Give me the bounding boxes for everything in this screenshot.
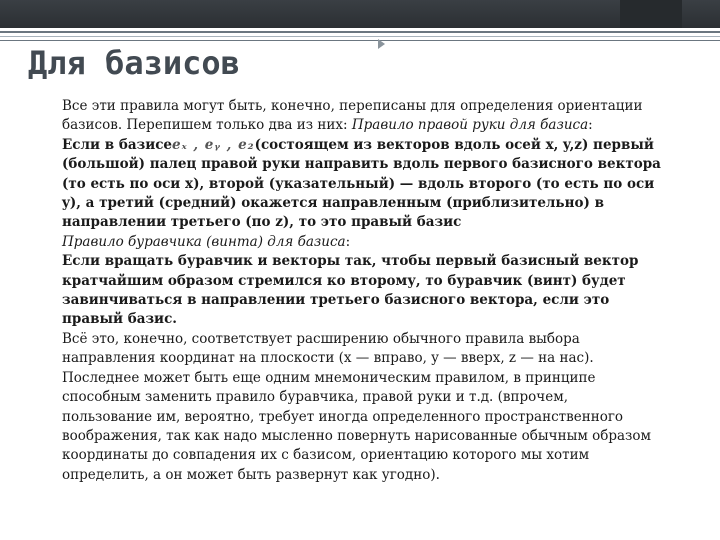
paragraph-screw-title bbox=[62, 233, 662, 252]
paragraph-conclusion: Всё это, конечно, соответствует расширению обычного правила выбора направления координат на плоскости (x — вправо, y — вверх, z — на нас). Последнее может быть еще одним мнемоническим правилом, в принципе способным заменить правило буравчика, правой руки и т.д. (впрочем, пользование им, вероятно, требует иногда определенного пространственного воображения, так как надо мысленно повернуть нарисованные обычным образом координаты до совпадения их с базисом, ориентацию которого мы хотим определить, а он может быть развернут как угодно). bbox=[62, 330, 652, 483]
slide-body bbox=[62, 97, 662, 485]
slide-title: Для базисов bbox=[28, 44, 240, 82]
screw-rule-title: Правило буравчика (винта) для базиса bbox=[62, 233, 346, 250]
header-rule bbox=[0, 31, 720, 33]
right-hand-rule-start: Если в базисе bbox=[62, 136, 173, 153]
basis-vectors-formula: eₓ , eᵧ , e₂ bbox=[172, 136, 255, 153]
rule-right-hand-basis-title: Правило правой руки для базиса bbox=[351, 117, 589, 134]
right-hand-rule-text: (состоящем из векторов вдоль осей x, y,z) первый (большой) палец правой руки направить вдоль первого базисного вектора (то есть по оси x), второй (указательный) — вдоль второго (то есть по оси y), а третий (средний) окажется направленным (приблизительно) в направлении третьего (по z), то это правый базис bbox=[62, 136, 661, 231]
slide-top-bar-accent bbox=[620, 0, 682, 28]
slide-top-bar bbox=[0, 0, 720, 28]
paragraph-intro-colon: : bbox=[588, 117, 593, 134]
paragraph-screw-rule: Если вращать буравчик и векторы так, чтобы первый базисный вектор кратчайшим образом стремился ко второму, то буравчик (винт) будет завинчиваться в направлении третьего базисного вектора, если это правый базис. bbox=[62, 253, 639, 328]
header-rule-light bbox=[0, 36, 720, 37]
header-rule-lower bbox=[0, 40, 720, 41]
paragraph-intro bbox=[62, 97, 662, 136]
screw-rule-colon: : bbox=[345, 233, 351, 250]
paragraph-right-hand-rule bbox=[62, 136, 662, 233]
divider-arrow-icon bbox=[378, 39, 385, 49]
paragraph-intro-text: Все эти правила могут быть, конечно, переписаны для определения ориентации базисов. Перепишем только два из них: bbox=[62, 98, 643, 134]
